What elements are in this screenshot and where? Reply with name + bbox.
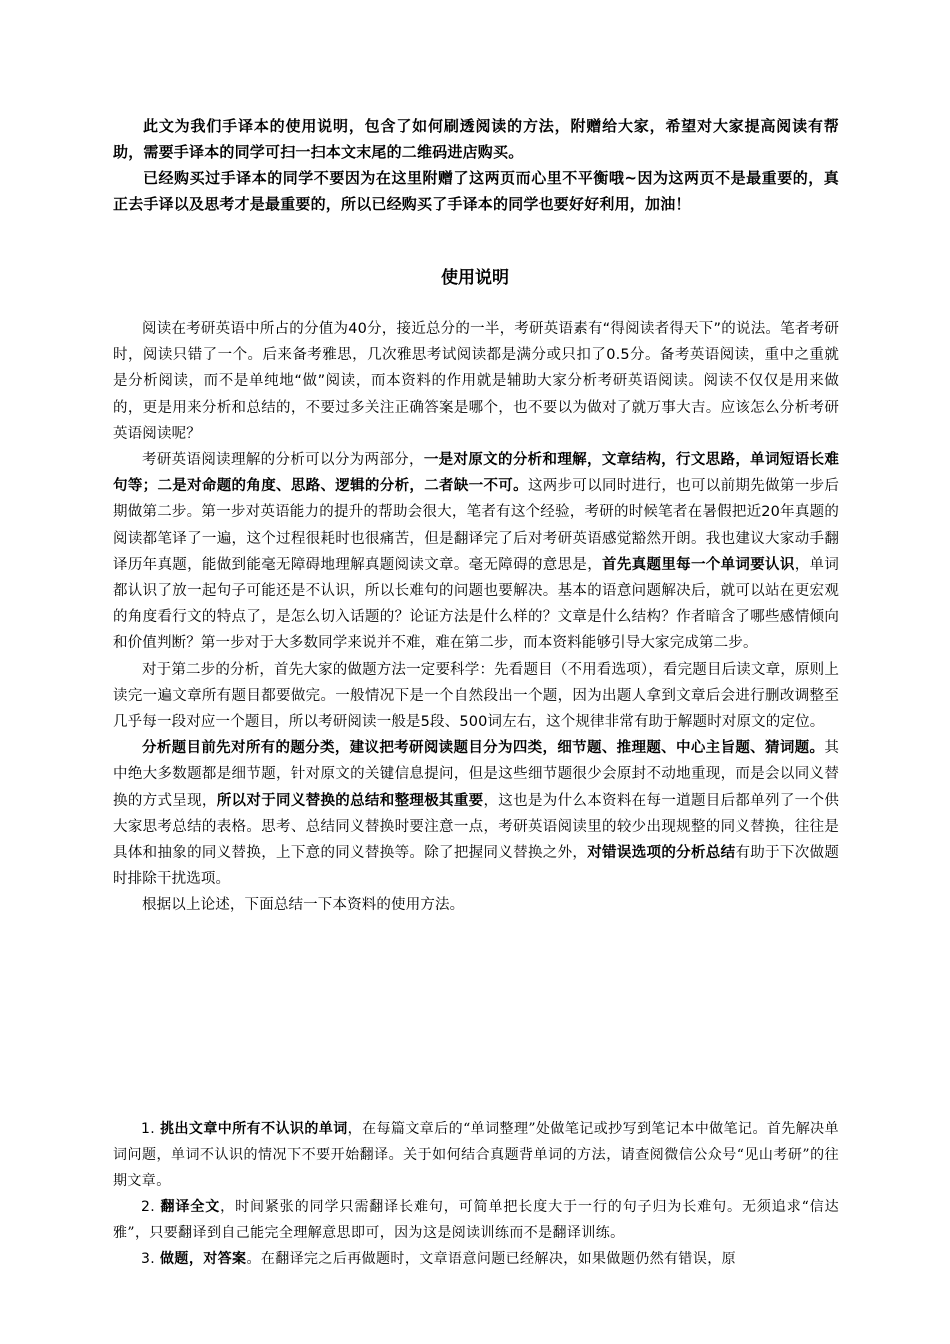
bold-run: 一是对原文的分析和理解，文章结构，行文思路，单词短语长难句等；二是对命题的角度、思路、逻辑的分析，二者缺一不可。 — [113, 452, 839, 495]
text-run: 其中绝大多数题都是细节题，针对原文的关键信息提问，但是这些细节题很少会原封不动地重现，而是会以同义替换的方式呈现， — [113, 740, 839, 809]
intro-paragraph-2: 已经购买过手译本的同学不要因为在这里附赠了这两页而心里不平衡哦~因为这两页不是最重要的，真正去手译以及思考才是最重要的，所以已经购买了手译本的同学也要好好利用，加油！ — [113, 169, 839, 213]
body-section — [113, 316, 839, 919]
text-run: ，单词都认识了放一起句子可能还是不认识，所以长难句的问题也要解决。基本的语意问题解决后，就可以站在更宏观的角度看行文的特点了，是怎么切入话题的？论证方法是什么样的？文章是什么结构？作者暗含了哪些感情倾向和价值判断？第一步对于大多数同学来说并不难，难在第二步，而本资料能够引导大家完成第二步。 — [113, 556, 839, 652]
bold-run: 所以对于同义替换的总结和整理极其重要 — [216, 792, 484, 809]
body-paragraph-4 — [113, 735, 839, 892]
bold-run: 首先真题里每一个单词要认识 — [602, 556, 795, 573]
body-paragraph-3: 对于第二步的分析，首先大家的做题方法一定要科学：先看题目（不用看选项），看完题目后读文章，原则上读完一遍文章所有题目都要做完。一般情况下是一个自然段出一个题，因为出题人拿到文章后会进行删改调整至几乎每一段对应一个题目，所以考研阅读一般是5段、500词左右，这个规律非常有助于解题时对原文的定位。 — [113, 661, 839, 731]
intro-paragraph-1: 此文为我们手译本的使用说明，包含了如何刷透阅读的方法，附赠给大家，希望对大家提高阅读有帮助，需要手译本的同学可扫一扫本文末尾的二维码进店购买。 — [113, 117, 839, 161]
intro-section — [113, 113, 839, 217]
step-heading: 翻译全文 — [160, 1199, 221, 1215]
text-run: 这两步可以同时进行，也可以前期先做第一步后期做第二步。第一步对英语能力的提升的帮助会很大，笔者有这个经验，考研的时候笔者在暑假把近20年真题的阅读都笔译了一遍，这个过程很耗时也很痛苦，但是翻译完了后对考研英语感觉豁然开朗。我也建议大家动手翻译历年真题，能做到能毫无障碍地理解真题阅读文章。毫无障碍的意思是， — [113, 478, 839, 573]
step-text: ，在每篇文章后的“单词整理”处做笔记或抄写到笔记本中做笔记。首先解决单词问题，单词不认识的情况下不要开始翻译。关于如何结合真题背单词的方法，请查阅微信公众号“见山考研”的往期文章。 — [113, 1121, 839, 1189]
bold-run: 对错误选项的分析总结 — [587, 845, 736, 862]
text-run: 有助于下次做题时排除干扰选项。 — [113, 845, 840, 888]
step-number: 1. — [141, 1121, 156, 1137]
text-run: ，这也是为什么本资料在每一道题目后都单列了一个供大家思考总结的表格。思考、总结同义替换时要注意一点，考研英语阅读里的较少出现规整的同义替换，往往是具体和抽象的同义替换，上下意的同义替换等。除了把握同义替换之外， — [113, 792, 839, 862]
step-text: ，时间紧张的同学只需翻译长难句，可简单把长度大于一行的句子归为长难句。无须追求“信达雅”，只要翻译到自己能完全理解意思即可，因为这是阅读训练而不是翻译训练。 — [113, 1199, 839, 1241]
usage-steps-list — [113, 1116, 839, 1272]
usage-step-2 — [113, 1194, 839, 1246]
step-text: 。在翻译完之后再做题时，文章语意问题已经解决，如果做题仍然有错误，原 — [246, 1251, 737, 1267]
body-paragraph-5: 根据以上论述，下面总结一下本资料的使用方法。 — [142, 897, 465, 914]
step-number: 3. — [141, 1251, 156, 1267]
step-number: 2. — [141, 1199, 156, 1215]
page-title: 使用说明 — [441, 268, 509, 288]
usage-step-1 — [113, 1116, 839, 1194]
body-paragraph-2 — [113, 447, 839, 657]
step-heading: 挑出文章中所有不认识的单词 — [160, 1121, 348, 1137]
bold-run: 分析题目前先对所有的题分类，建议把考研阅读题目分为四类，细节题、推理题、中心主旨题、猜词题。 — [142, 740, 825, 757]
usage-step-3 — [113, 1246, 839, 1272]
text-run: 考研英语阅读理解的分析可以分为两部分， — [142, 452, 424, 469]
body-paragraph-1: 阅读在考研英语中所占的分值为40分，接近总分的一半，考研英语素有“得阅读者得天下”的说法。笔者考研时，阅读只错了一个。后来备考雅思，几次雅思考试阅读都是满分或只扣了0.5分。备考英语阅读，重中之重就是分析阅读，而不是单纯地“做”阅读，而本资料的作用就是辅助大家分析考研英语阅读。阅读不仅仅是用来做的，更是用来分析和总结的，不要过多关注正确答案是哪个，也不要以为做对了就万事大吉。应该怎么分析考研英语阅读呢？ — [113, 321, 839, 442]
step-heading: 做题，对答案 — [160, 1251, 247, 1267]
